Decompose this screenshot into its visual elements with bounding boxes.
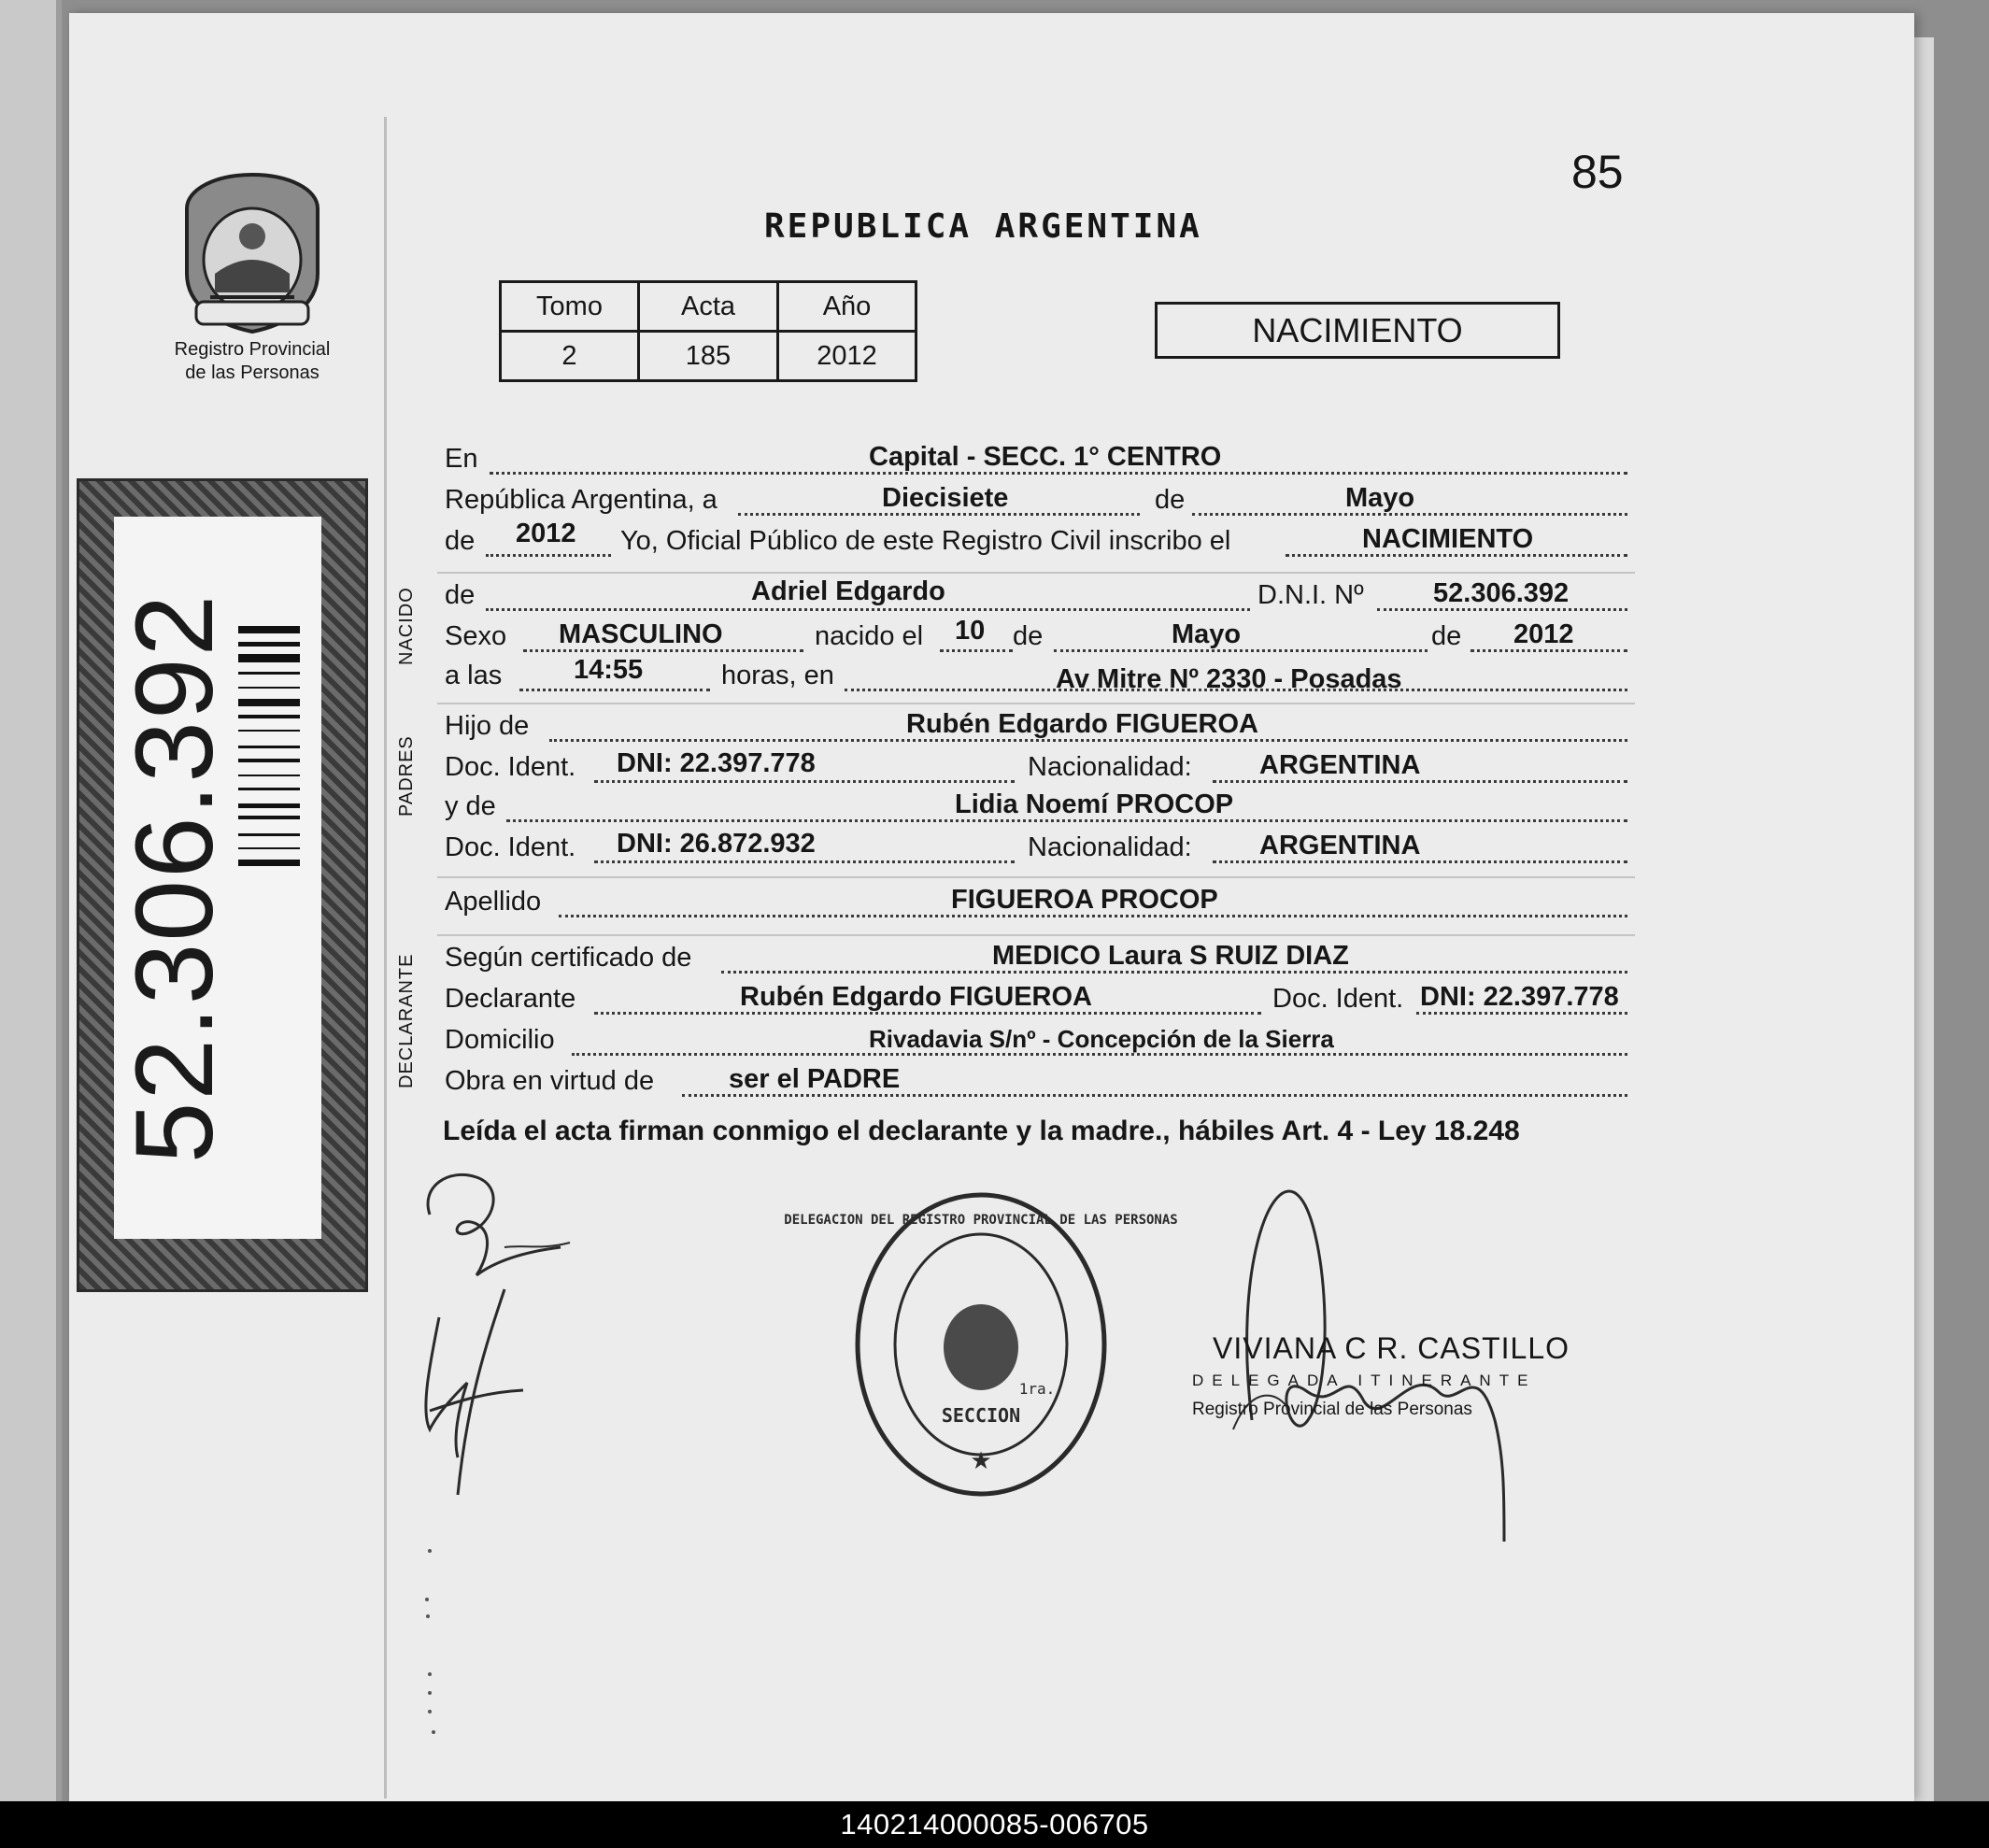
- field-value-father-nationality: ARGENTINA: [1259, 750, 1421, 780]
- field-label: Doc. Ident.: [1272, 984, 1404, 1014]
- parents-line-mother-doc: [0, 828, 1989, 869]
- margin-mark: [426, 1614, 430, 1618]
- field-value-mother-doc: DNI: 26.872.932: [617, 829, 816, 859]
- field-label: Obra en virtud de: [445, 1066, 655, 1096]
- country-title-text: REPUBLICA ARGENTINA: [764, 207, 1202, 246]
- side-label-declarant: DECLARANTE: [396, 953, 417, 1088]
- field-label: Doc. Ident.: [445, 752, 576, 782]
- born-line-name: [0, 576, 1989, 617]
- coat-of-arms-icon: [178, 171, 327, 334]
- declarant-line-capacity: [0, 1061, 1989, 1102]
- born-line-time: [0, 656, 1989, 697]
- record-table-cell: 185: [639, 332, 778, 381]
- record-table-header: Año: [778, 282, 916, 332]
- record-type-box: NACIMIENTO: [1155, 302, 1560, 359]
- field-value-month: Mayo: [1345, 483, 1415, 513]
- officer-office: Registro Provincial de las Personas: [1192, 1400, 1472, 1419]
- field-label: Hijo de: [445, 711, 530, 741]
- field-value-mother-nationality: ARGENTINA: [1259, 831, 1421, 860]
- closing-statement: Leída el acta firman conmigo el declarante y la madre., hábiles Art. 4 - Ley 18.248: [443, 1116, 1520, 1146]
- act-line-officer: [0, 521, 1989, 562]
- field-label: nacido el: [815, 621, 924, 651]
- document-id: 140214000085-006705: [840, 1808, 1149, 1841]
- field-label: D.N.I. Nº: [1257, 580, 1364, 610]
- declarant-line-certificate: [0, 938, 1989, 979]
- officer-title: DELEGADA ITINERANTE: [1192, 1372, 1537, 1389]
- side-label-parents: PADRES: [396, 735, 417, 817]
- section-separator: [437, 703, 1635, 704]
- field-label: Doc. Ident.: [445, 832, 576, 862]
- record-table-header: Tomo: [501, 282, 639, 332]
- field-label: Yo, Oficial Público de este Registro Civil inscribo el: [620, 526, 1231, 556]
- field-value-birth-month: Mayo: [1172, 619, 1242, 649]
- parents-line-mother: [0, 787, 1989, 828]
- margin-mark: [428, 1710, 432, 1713]
- margin-mark: [428, 1549, 432, 1553]
- record-table-header: Acta: [639, 282, 778, 332]
- field-value-father-doc: DNI: 22.397.778: [617, 748, 816, 778]
- field-label: Nacionalidad:: [1028, 832, 1192, 862]
- field-label: horas, en: [721, 661, 834, 690]
- seal-ring-text: DELEGACION DEL REGISTRO PROVINCIAL DE LAS PERSONAS: [784, 1213, 1178, 1228]
- section-separator: [437, 934, 1635, 936]
- field-value-capacity: ser el PADRE: [729, 1064, 901, 1094]
- field-label: Nacionalidad:: [1028, 752, 1192, 782]
- field-label: de: [1013, 621, 1044, 651]
- field-value-birth-year: 2012: [1513, 619, 1574, 649]
- side-label-born: NACIDO: [396, 587, 417, 665]
- section-separator: [437, 572, 1635, 574]
- field-label: de: [1431, 621, 1462, 651]
- margin-mark: [428, 1691, 432, 1695]
- record-table-cell: 2: [501, 332, 639, 381]
- field-label: de: [445, 580, 476, 610]
- officer-name: VIVIANA C R. CASTILLO: [1213, 1331, 1570, 1365]
- seal-inner-number: 1ra.: [1018, 1380, 1056, 1398]
- act-line-date: [0, 480, 1989, 521]
- field-value-place: Capital - SECC. 1° CENTRO: [869, 442, 1222, 472]
- field-value-declarant-doc: DNI: 22.397.778: [1420, 982, 1619, 1012]
- field-label: a las: [445, 661, 503, 690]
- parents-line-father-doc: [0, 747, 1989, 789]
- parents-line-father: [0, 706, 1989, 747]
- field-label: Domicilio: [445, 1025, 555, 1055]
- field-label: Sexo: [445, 621, 507, 651]
- margin-mark: [425, 1598, 429, 1601]
- field-value-mother-name: Lidia Noemí PROCOP: [955, 789, 1234, 819]
- field-value-day: Diecisiete: [882, 483, 1009, 513]
- field-value-child-dni: 52.306.392: [1433, 578, 1570, 608]
- field-value-sex: MASCULINO: [559, 619, 723, 649]
- field-label: En: [445, 444, 478, 474]
- field-value-surname: FIGUEROA PROCOP: [951, 885, 1218, 915]
- seal-inner-text: SECCION: [941, 1404, 1021, 1427]
- record-table-cell: 2012: [778, 332, 916, 381]
- svg-text:★: ★: [970, 1446, 992, 1474]
- field-label: Declarante: [445, 984, 576, 1014]
- field-value-birth-place: Av Mitre Nº 2330 - Posadas: [1056, 664, 1402, 694]
- margin-mark: [428, 1672, 432, 1676]
- field-value-time: 14:55: [574, 655, 644, 685]
- field-label: de: [1155, 485, 1186, 515]
- section-separator: [437, 876, 1635, 878]
- dni-tag-number-text: 52.306.392: [113, 592, 236, 1163]
- margin-mark: [432, 1730, 435, 1734]
- declarant-line-name: [0, 979, 1989, 1020]
- field-label: de: [445, 526, 476, 556]
- field-label: y de: [445, 791, 496, 821]
- declarant-line-address: [0, 1020, 1989, 1061]
- field-value-address: Rivadavia S/nº - Concepción de la Sierra: [869, 1025, 1334, 1053]
- surname-line: [0, 882, 1989, 923]
- folio-number: 85: [1571, 146, 1624, 198]
- field-value-father-name: Rubén Edgardo FIGUEROA: [906, 709, 1258, 739]
- field-value-year: 2012: [516, 519, 576, 548]
- field-value-declarant-name: Rubén Edgardo FIGUEROA: [740, 982, 1092, 1012]
- record-table: [499, 280, 917, 382]
- field-label: Apellido: [445, 887, 542, 917]
- registry-name-line1: Registro Provincial: [174, 339, 331, 360]
- field-value-act-kind: NACIMIENTO: [1362, 524, 1534, 554]
- field-value-certificate: MEDICO Laura S RUIZ DIAZ: [992, 941, 1349, 971]
- field-label: República Argentina, a: [445, 485, 717, 515]
- field-value-birth-day: 10: [955, 616, 986, 646]
- field-value-child-name: Adriel Edgardo: [751, 576, 945, 606]
- mother-signature: [402, 1280, 542, 1504]
- born-line-sex: [0, 617, 1989, 658]
- act-line-place: [0, 439, 1989, 480]
- registry-name: [140, 338, 364, 385]
- field-label: Según certificado de: [445, 943, 692, 973]
- official-seal: [784, 1188, 1178, 1501]
- declarant-signature: [411, 1159, 579, 1299]
- registry-name-line2: de las Personas: [185, 362, 320, 383]
